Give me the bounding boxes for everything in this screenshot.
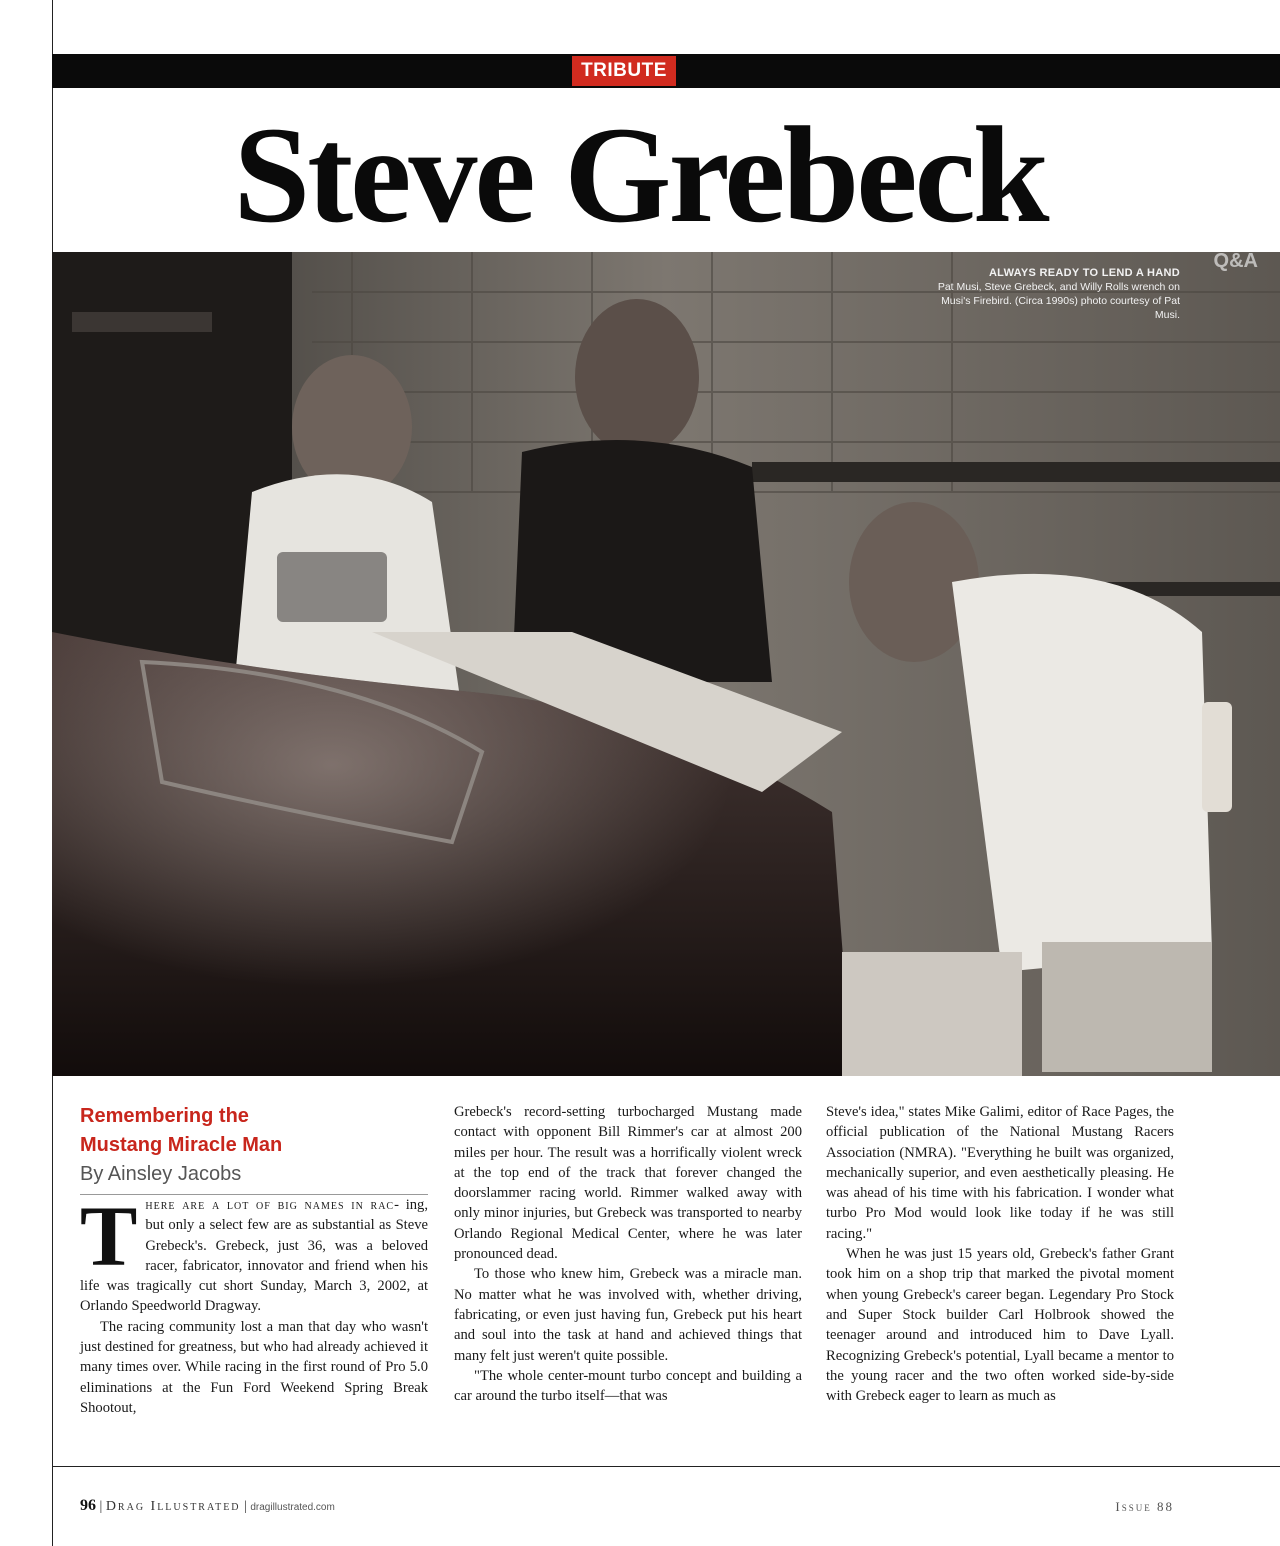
lead-photo: [52, 252, 1280, 1076]
headline: Steve Grebeck: [233, 98, 1047, 251]
paragraph-7: When he was just 15 years old, Grebeck's father Grant took him on a shop trip that marked the pivotal moment when young Grebeck's career began. Legendary Pro Stock and Super Stock builder Carl Holbrook showed the teenager around and introduced him to Dave Lyall. Recognizing Grebeck's potential, Lyall became a mentor to the young racer and the two often worked side-by-side with Grebeck eager to learn as much as: [826, 1246, 1174, 1405]
footer-folio: [80, 1497, 335, 1515]
article-column-3: [826, 1102, 1174, 1406]
paragraph-4: To those who knew him, Grebeck was a miracle man. No matter what he was involved with, whether driving, fabricating, or even just having fun, Grebeck put his heart and soul into the task at hand and achieved things that many felt just weren't quite possible.: [454, 1266, 802, 1364]
caption-title: ALWAYS READY TO LEND A HAND: [988, 267, 1180, 279]
paragraph-2: The racing community lost a man that day who wasn't just destined for greatness, but who had already achieved it many times over. While racing in the first round of Pro 5.0 eliminations at the Fun Ford Weekend Spring Break Shootout,: [80, 1318, 428, 1416]
folio-separator-1: |: [99, 1499, 103, 1514]
paragraph-3: Grebeck's record-setting turbocharged Mustang made contact with opponent Bill Rimmer's car at almost 200 miles per hour. The result was a horrifically violent wreck at the top end of the track that forever changed the doorslammer racing world. Rimmer walked away with only minor injuries, but Grebeck was transported to nearby Orlando Regional Medical Center, where he was later pronounced dead.: [454, 1104, 802, 1263]
photo-caption: [920, 266, 1180, 322]
garage-scene-illustration: [52, 252, 1280, 1076]
folio-separator-2: |: [244, 1499, 247, 1514]
lead-paragraph-rest: ing, but only a select few are as substantial as Steve Grebeck's. Grebeck, just 36, was a beloved racer, fabricator, innovator and friend when his life was tragically cut short Sunday, March 3, 2002, at Orlando Speedworld Dragway.: [80, 1197, 428, 1315]
section-tag: TRIBUTE: [572, 56, 676, 86]
lead-paragraph: [80, 1188, 428, 1317]
deck-line-1: Remembering the: [80, 1105, 249, 1127]
footer-rule: [52, 1466, 1280, 1467]
page-number: 96: [80, 1497, 96, 1514]
byline: By Ainsley Jacobs: [80, 1160, 428, 1195]
issue-number: Issue 88: [1115, 1499, 1174, 1514]
magazine-url: dragillustrated.com: [250, 1502, 335, 1513]
drop-cap: T: [80, 1188, 138, 1284]
deck-line-2: Mustang Miracle Man: [80, 1134, 283, 1156]
caption-text: Pat Musi, Steve Grebeck, and Willy Rolls wrench on Musi's Firebird. (Circa 1990s) photo courtesy of Pat Musi.: [937, 281, 1180, 321]
lead-smallcaps: here are a lot of big names in rac-: [145, 1197, 400, 1213]
paragraph-6: Steve's idea," states Mike Galimi, editor of Race Pages, the official publication of the National Mustang Racers Association (NMRA). "Everything he built was organized, mechanically superior, and even aesthetically pleasing. He was ahead of his time with his fabrication. I wonder what turbo Pro Mod would look like today if he was still racing.": [826, 1104, 1174, 1242]
watermark-logo: Q&A: [1213, 252, 1258, 272]
article-column-1: [80, 1102, 428, 1418]
article-column-2: [454, 1102, 802, 1406]
magazine-name: Drag Illustrated: [105, 1499, 241, 1514]
paragraph-5: "The whole center-mount turbo concept and building a car around the turbo itself—that was: [454, 1367, 802, 1405]
